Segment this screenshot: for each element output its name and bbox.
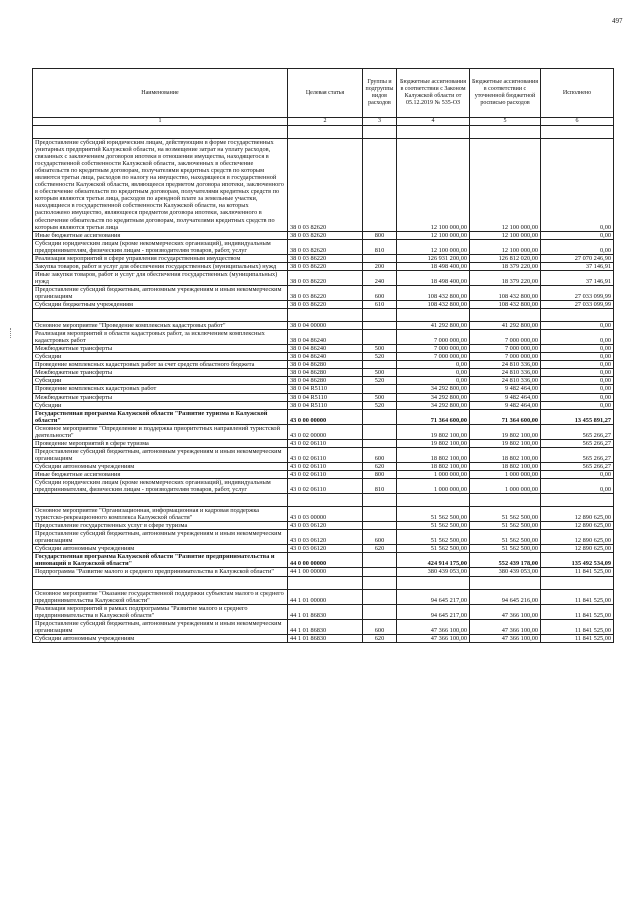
row-name-cell: Проведение комплексных кадастровых работ за счет средств областного бюджета — [33, 361, 288, 369]
table-row — [33, 345, 614, 353]
row-code-cell: 38 0 03 86220 — [288, 301, 363, 309]
row-name-cell: Иные бюджетные ассигнования — [33, 231, 288, 239]
row-code-cell: 38 0 03 86220 — [288, 262, 363, 270]
row-code-cell: 38 0 04 86240 — [288, 353, 363, 361]
row-updated-amount: 94 645 216,00 — [470, 589, 541, 604]
table-row — [33, 262, 614, 270]
row-updated-amount: 24 810 336,00 — [470, 377, 541, 385]
spacer-cell — [397, 309, 470, 322]
row-exec-amount: 0,00 — [541, 239, 614, 254]
row-law-amount: 12 100 000,00 — [397, 239, 470, 254]
row-code-cell: 38 0 03 82620 — [288, 231, 363, 239]
row-updated-amount: 9 482 464,00 — [470, 385, 541, 393]
row-code-cell: 38 0 04 00000 — [288, 322, 363, 330]
row-law-amount: 19 802 100,00 — [397, 424, 470, 439]
row-law-amount: 51 562 500,00 — [397, 545, 470, 553]
table-row — [33, 353, 614, 361]
row-exec-amount: 0,00 — [541, 361, 614, 369]
spacer-cell — [363, 126, 397, 139]
row-updated-amount: 552 439 178,00 — [470, 553, 541, 568]
table-row — [33, 553, 614, 568]
row-exec-amount: 0,00 — [541, 330, 614, 345]
row-vid-cell: 610 — [363, 301, 397, 309]
row-vid-cell — [363, 361, 397, 369]
row-law-amount: 380 439 053,00 — [397, 568, 470, 576]
row-updated-amount: 7 000 000,00 — [470, 330, 541, 345]
row-updated-amount: 9 482 464,00 — [470, 393, 541, 401]
column-number: 4 — [397, 118, 470, 126]
row-updated-amount: 9 482 464,00 — [470, 401, 541, 409]
table-row — [33, 239, 614, 254]
row-vid-cell: 500 — [363, 393, 397, 401]
row-code-cell: 43 0 02 00000 — [288, 424, 363, 439]
row-exec-amount: 565 266,27 — [541, 424, 614, 439]
table-row — [33, 424, 614, 439]
row-vid-cell: 200 — [363, 262, 397, 270]
spacer-cell — [470, 309, 541, 322]
row-code-cell: 43 0 02 06110 — [288, 447, 363, 462]
table-row — [33, 619, 614, 634]
row-name-cell: Реализация мероприятий в рамках подпрограммы "Развитие малого и среднего предпринимательства в Калужской области" — [33, 604, 288, 619]
row-code-cell: 38 0 03 86220 — [288, 270, 363, 285]
row-vid-cell — [363, 254, 397, 262]
row-updated-amount: 18 379 220,00 — [470, 262, 541, 270]
row-law-amount: 41 292 800,00 — [397, 322, 470, 330]
row-law-amount: 34 292 800,00 — [397, 393, 470, 401]
row-law-amount: 424 914 175,00 — [397, 553, 470, 568]
row-vid-cell: 600 — [363, 447, 397, 462]
row-code-cell: 38 0 04 86280 — [288, 369, 363, 377]
row-name-cell: Подпрограмма "Развитие малого и среднего предпринимательства в Калужской области" — [33, 568, 288, 576]
row-updated-amount: 1 000 000,00 — [470, 470, 541, 478]
row-name-cell: Субсидии автономным учреждениям — [33, 634, 288, 642]
table-row — [33, 634, 614, 642]
spacer-cell — [470, 576, 541, 589]
row-code-cell: 43 0 00 00000 — [288, 409, 363, 424]
row-law-amount: 1 000 000,00 — [397, 479, 470, 494]
row-vid-cell: 620 — [363, 462, 397, 470]
row-updated-amount: 47 366 100,00 — [470, 619, 541, 634]
row-vid-cell — [363, 409, 397, 424]
row-updated-amount: 47 366 100,00 — [470, 604, 541, 619]
row-name-cell: Иные бюджетные ассигнования — [33, 470, 288, 478]
table-row — [33, 369, 614, 377]
row-name-cell: Субсидии бюджетным учреждениям — [33, 301, 288, 309]
row-updated-amount: 51 562 500,00 — [470, 545, 541, 553]
row-exec-amount: 0,00 — [541, 479, 614, 494]
row-name-cell: Межбюджетные трансферты — [33, 369, 288, 377]
spacer-cell — [33, 309, 288, 322]
row-exec-amount: 27 033 099,99 — [541, 285, 614, 300]
row-name-cell: Субсидии — [33, 353, 288, 361]
row-law-amount: 12 100 000,00 — [397, 231, 470, 239]
row-vid-cell — [363, 589, 397, 604]
row-name-cell: Реализация мероприятий в области кадастровых работ, за исключением комплексных кадастровых работ — [33, 330, 288, 345]
row-vid-cell — [363, 522, 397, 530]
row-vid-cell — [363, 322, 397, 330]
table-row — [33, 462, 614, 470]
column-number: 3 — [363, 118, 397, 126]
row-vid-cell — [363, 439, 397, 447]
row-vid-cell — [363, 553, 397, 568]
header-exec: Исполнено — [541, 69, 614, 118]
row-exec-amount: 0,00 — [541, 345, 614, 353]
row-code-cell: 44 1 01 00000 — [288, 589, 363, 604]
row-updated-amount: 51 562 500,00 — [470, 522, 541, 530]
row-vid-cell — [363, 139, 397, 232]
row-vid-cell — [363, 424, 397, 439]
row-vid-cell: 520 — [363, 377, 397, 385]
row-law-amount: 51 562 500,00 — [397, 530, 470, 545]
row-code-cell: 38 0 04 R5110 — [288, 385, 363, 393]
row-name-cell: Предоставление субсидий юридическим лицам, действующим в форме государственных унитарных предприятий Калужской области, на возмещение затрат на уплату расходов, связанных с заключением договоров ипотеки в отношении имущества, находящегося в государственной собственности Калужской области, заключенных в обеспечение обязательств по кредитным договорам, получателями кредитных средств по которым являются третьи лица, расходов по налогу на имущество, находящееся в государственной собственности Калужской области, являющееся предметом договора ипотеки, заключенного в обеспечение обязательств по кредитным договорам, получателями кредитных средств по которым являются третьи лица, расходов по арендной плате за земельные участки, находящиеся в государственной собственности Калужской области, на которых расположено имущество, являющееся предметом договора ипотеки, заключенного в обеспечение обязательств по кредитным договорам, получателями кредитных средств по которым являются третьи лица — [33, 139, 288, 232]
row-vid-cell: 520 — [363, 353, 397, 361]
row-law-amount: 94 645 217,00 — [397, 589, 470, 604]
table-row — [33, 254, 614, 262]
header-vid: Группы и подгруппы видов расходов — [363, 69, 397, 118]
column-number: 2 — [288, 118, 363, 126]
row-code-cell: 44 0 00 00000 — [288, 553, 363, 568]
table-row — [33, 589, 614, 604]
spacer-cell — [397, 494, 470, 507]
row-name-cell: Реализация мероприятий в сфере управления государственным имуществом — [33, 254, 288, 262]
row-code-cell: 43 0 03 06120 — [288, 530, 363, 545]
row-law-amount: 0,00 — [397, 377, 470, 385]
budget-table — [32, 68, 614, 643]
margin-mark — [10, 328, 13, 338]
row-name-cell: Основное мероприятие "Оказание государственной поддержки субъектам малого и среднего предпринимательства Калужской области" — [33, 589, 288, 604]
table-row — [33, 361, 614, 369]
spacer-cell — [363, 576, 397, 589]
row-code-cell: 44 1 01 86830 — [288, 619, 363, 634]
row-updated-amount: 18 379 220,00 — [470, 270, 541, 285]
spacer-cell — [397, 576, 470, 589]
header-updated: Бюджетные ассигнования в соответствии с уточненной бюджетной росписью расходов — [470, 69, 541, 118]
spacer-cell — [397, 126, 470, 139]
row-name-cell: Предоставление государственных услуг в сфере туризма — [33, 522, 288, 530]
row-updated-amount: 126 812 020,00 — [470, 254, 541, 262]
row-exec-amount: 565 266,27 — [541, 462, 614, 470]
table-row — [33, 522, 614, 530]
row-exec-amount: 0,00 — [541, 369, 614, 377]
row-law-amount: 12 100 000,00 — [397, 139, 470, 232]
row-name-cell: Основное мероприятие "Определение и поддержка приоритетных направлений туристской деятельности" — [33, 424, 288, 439]
table-row — [33, 604, 614, 619]
row-exec-amount: 0,00 — [541, 139, 614, 232]
row-vid-cell: 240 — [363, 270, 397, 285]
row-law-amount: 34 292 800,00 — [397, 385, 470, 393]
row-updated-amount: 24 810 336,00 — [470, 361, 541, 369]
row-vid-cell: 500 — [363, 345, 397, 353]
row-exec-amount: 27 033 099,99 — [541, 301, 614, 309]
row-code-cell: 38 0 04 86240 — [288, 330, 363, 345]
spacer-cell — [33, 126, 288, 139]
row-name-cell: Проведение мероприятий в сфере туризма — [33, 439, 288, 447]
spacer-row — [33, 576, 614, 589]
page-number: 497 — [612, 17, 623, 25]
row-name-cell: Межбюджетные трансферты — [33, 393, 288, 401]
table-row — [33, 377, 614, 385]
row-vid-cell — [363, 330, 397, 345]
spacer-cell — [470, 494, 541, 507]
row-vid-cell: 600 — [363, 530, 397, 545]
row-updated-amount: 108 432 800,00 — [470, 285, 541, 300]
row-vid-cell — [363, 568, 397, 576]
table-row — [33, 322, 614, 330]
table-row — [33, 568, 614, 576]
row-code-cell: 38 0 04 R5110 — [288, 393, 363, 401]
row-updated-amount: 18 802 100,00 — [470, 447, 541, 462]
row-name-cell: Основное мероприятие "Организационная, информационная и кадровая поддержка туристско-рекреационного комплекса Калужской области" — [33, 507, 288, 522]
row-updated-amount: 7 000 000,00 — [470, 353, 541, 361]
row-code-cell: 38 0 04 R5110 — [288, 401, 363, 409]
spacer-cell — [363, 494, 397, 507]
row-code-cell: 38 0 04 86240 — [288, 345, 363, 353]
row-code-cell: 43 0 03 06120 — [288, 522, 363, 530]
spacer-cell — [288, 494, 363, 507]
row-name-cell: Субсидии юридическим лицам (кроме некоммерческих организаций), индивидуальным предпринимателям, физическим лицам - производителям товаров, работ, услуг — [33, 239, 288, 254]
row-exec-amount: 0,00 — [541, 322, 614, 330]
spacer-row — [33, 494, 614, 507]
row-exec-amount: 0,00 — [541, 353, 614, 361]
table-row — [33, 330, 614, 345]
row-exec-amount: 11 841 525,00 — [541, 568, 614, 576]
row-updated-amount: 7 000 000,00 — [470, 345, 541, 353]
header-name: Наименование — [33, 69, 288, 118]
row-vid-cell: 810 — [363, 239, 397, 254]
table-row — [33, 545, 614, 553]
row-exec-amount: 565 266,27 — [541, 439, 614, 447]
row-law-amount: 47 366 100,00 — [397, 634, 470, 642]
spacer-cell — [541, 126, 614, 139]
row-law-amount: 0,00 — [397, 369, 470, 377]
row-updated-amount: 380 439 053,00 — [470, 568, 541, 576]
row-law-amount: 0,00 — [397, 361, 470, 369]
spacer-cell — [288, 309, 363, 322]
header-law: Бюджетные ассигнования в соответствии с Законом Калужской области от 05.12.2019 № 535-ОЗ — [397, 69, 470, 118]
row-exec-amount: 0,00 — [541, 231, 614, 239]
row-vid-cell — [363, 385, 397, 393]
column-number: 5 — [470, 118, 541, 126]
row-law-amount: 108 432 800,00 — [397, 301, 470, 309]
row-vid-cell — [363, 507, 397, 522]
row-code-cell: 38 0 04 86280 — [288, 377, 363, 385]
row-name-cell: Проведение комплексных кадастровых работ — [33, 385, 288, 393]
row-vid-cell: 600 — [363, 619, 397, 634]
row-updated-amount: 41 292 800,00 — [470, 322, 541, 330]
row-updated-amount: 108 432 800,00 — [470, 301, 541, 309]
spacer-cell — [541, 494, 614, 507]
row-law-amount: 18 802 100,00 — [397, 447, 470, 462]
row-law-amount: 1 000 000,00 — [397, 470, 470, 478]
table-row — [33, 401, 614, 409]
header-row — [33, 69, 614, 118]
row-exec-amount: 11 841 525,00 — [541, 604, 614, 619]
spacer-cell — [33, 494, 288, 507]
row-law-amount: 126 931 200,00 — [397, 254, 470, 262]
row-exec-amount: 11 841 525,00 — [541, 589, 614, 604]
row-code-cell: 43 0 02 06110 — [288, 439, 363, 447]
row-updated-amount: 12 100 000,00 — [470, 239, 541, 254]
row-exec-amount: 27 070 246,90 — [541, 254, 614, 262]
row-exec-amount: 37 146,91 — [541, 262, 614, 270]
column-number: 6 — [541, 118, 614, 126]
table-row — [33, 447, 614, 462]
row-updated-amount: 12 100 000,00 — [470, 231, 541, 239]
column-number: 1 — [33, 118, 288, 126]
table-row — [33, 270, 614, 285]
table-row — [33, 301, 614, 309]
row-vid-cell: 520 — [363, 401, 397, 409]
row-updated-amount: 19 802 100,00 — [470, 439, 541, 447]
row-updated-amount: 18 802 100,00 — [470, 462, 541, 470]
table-row — [33, 470, 614, 478]
spacer-cell — [33, 576, 288, 589]
row-exec-amount: 11 841 525,00 — [541, 619, 614, 634]
row-updated-amount: 47 366 100,00 — [470, 634, 541, 642]
row-name-cell: Субсидии автономным учреждениям — [33, 545, 288, 553]
row-name-cell: Основное мероприятие "Проведение комплексных кадастровых работ" — [33, 322, 288, 330]
row-code-cell: 44 1 00 00000 — [288, 568, 363, 576]
row-code-cell: 43 0 02 06110 — [288, 470, 363, 478]
column-number-row — [33, 118, 614, 126]
table-row — [33, 479, 614, 494]
row-exec-amount: 565 266,27 — [541, 447, 614, 462]
row-exec-amount: 12 890 625,00 — [541, 530, 614, 545]
row-code-cell: 43 0 03 00000 — [288, 507, 363, 522]
row-law-amount: 18 498 400,00 — [397, 270, 470, 285]
table-row — [33, 507, 614, 522]
row-code-cell: 44 1 01 86830 — [288, 604, 363, 619]
table-row — [33, 530, 614, 545]
row-updated-amount: 51 562 500,00 — [470, 530, 541, 545]
row-exec-amount: 11 841 525,00 — [541, 634, 614, 642]
spacer-row — [33, 126, 614, 139]
row-code-cell: 38 0 04 86280 — [288, 361, 363, 369]
row-code-cell: 43 0 02 06110 — [288, 479, 363, 494]
row-vid-cell: 810 — [363, 479, 397, 494]
row-name-cell: Предоставление субсидий бюджетным, автономным учреждениям и иным некоммерческим организациям — [33, 285, 288, 300]
row-code-cell: 38 0 03 86220 — [288, 285, 363, 300]
row-exec-amount: 13 455 891,27 — [541, 409, 614, 424]
spacer-cell — [470, 126, 541, 139]
row-law-amount: 34 292 800,00 — [397, 401, 470, 409]
row-vid-cell: 620 — [363, 545, 397, 553]
row-law-amount: 18 802 100,00 — [397, 462, 470, 470]
row-name-cell: Иные закупки товаров, работ и услуг для обеспечения государственных (муниципальных) нужд — [33, 270, 288, 285]
row-exec-amount: 0,00 — [541, 377, 614, 385]
row-name-cell: Предоставление субсидий бюджетным, автономным учреждениям и иным некоммерческим организациям — [33, 619, 288, 634]
row-code-cell: 38 0 03 82620 — [288, 239, 363, 254]
row-exec-amount: 0,00 — [541, 393, 614, 401]
header-code: Целевая статья — [288, 69, 363, 118]
row-code-cell: 38 0 03 86220 — [288, 254, 363, 262]
row-law-amount: 47 366 100,00 — [397, 619, 470, 634]
table-row — [33, 139, 614, 232]
spacer-cell — [541, 576, 614, 589]
row-exec-amount: 135 492 534,09 — [541, 553, 614, 568]
row-updated-amount: 1 000 000,00 — [470, 479, 541, 494]
row-updated-amount: 12 100 000,00 — [470, 139, 541, 232]
row-code-cell: 43 0 03 06120 — [288, 545, 363, 553]
spacer-cell — [541, 309, 614, 322]
row-exec-amount: 0,00 — [541, 385, 614, 393]
row-law-amount: 108 432 800,00 — [397, 285, 470, 300]
spacer-cell — [363, 309, 397, 322]
row-updated-amount: 24 810 336,00 — [470, 369, 541, 377]
row-vid-cell: 620 — [363, 634, 397, 642]
row-updated-amount: 51 562 500,00 — [470, 507, 541, 522]
row-vid-cell: 600 — [363, 285, 397, 300]
row-vid-cell: 800 — [363, 231, 397, 239]
spacer-row — [33, 309, 614, 322]
row-name-cell: Субсидии — [33, 401, 288, 409]
row-law-amount: 71 364 600,00 — [397, 409, 470, 424]
row-vid-cell: 500 — [363, 369, 397, 377]
row-law-amount: 19 802 100,00 — [397, 439, 470, 447]
table-row — [33, 231, 614, 239]
table-row — [33, 393, 614, 401]
row-name-cell: Государственная программа Калужской области "Развитие туризма в Калужской области" — [33, 409, 288, 424]
table-row — [33, 385, 614, 393]
table-row — [33, 285, 614, 300]
table-row — [33, 439, 614, 447]
row-name-cell: Межбюджетные трансферты — [33, 345, 288, 353]
row-exec-amount: 37 146,91 — [541, 270, 614, 285]
table-row — [33, 409, 614, 424]
row-name-cell: Государственная программа Калужской области "Развитие предпринимательства и инноваций в Калужской области" — [33, 553, 288, 568]
spacer-cell — [288, 126, 363, 139]
row-name-cell: Субсидии — [33, 377, 288, 385]
row-law-amount: 18 498 400,00 — [397, 262, 470, 270]
row-code-cell: 43 0 02 06110 — [288, 462, 363, 470]
row-name-cell: Предоставление субсидий бюджетным, автономным учреждениям и иным некоммерческим организациям — [33, 530, 288, 545]
row-updated-amount: 19 802 100,00 — [470, 424, 541, 439]
row-exec-amount: 12 890 625,00 — [541, 545, 614, 553]
row-code-cell: 38 0 03 82620 — [288, 139, 363, 232]
row-law-amount: 7 000 000,00 — [397, 345, 470, 353]
row-law-amount: 94 645 217,00 — [397, 604, 470, 619]
row-exec-amount: 0,00 — [541, 470, 614, 478]
row-name-cell: Субсидии юридическим лицам (кроме некоммерческих организаций), индивидуальным предпринимателям, физическим лицам - производителям товаров, работ, услуг — [33, 479, 288, 494]
row-exec-amount: 0,00 — [541, 401, 614, 409]
row-exec-amount: 12 890 625,00 — [541, 522, 614, 530]
row-vid-cell — [363, 604, 397, 619]
row-law-amount: 7 000 000,00 — [397, 330, 470, 345]
row-name-cell: Субсидии автономным учреждениям — [33, 462, 288, 470]
spacer-cell — [288, 576, 363, 589]
row-name-cell: Предоставление субсидий бюджетным, автономным учреждениям и иным некоммерческим организациям — [33, 447, 288, 462]
row-law-amount: 7 000 000,00 — [397, 353, 470, 361]
row-name-cell: Закупка товаров, работ и услуг для обеспечения государственных (муниципальных) нужд — [33, 262, 288, 270]
row-vid-cell: 800 — [363, 470, 397, 478]
row-updated-amount: 71 364 600,00 — [470, 409, 541, 424]
row-law-amount: 51 562 500,00 — [397, 507, 470, 522]
row-code-cell: 44 1 01 86830 — [288, 634, 363, 642]
row-exec-amount: 12 890 625,00 — [541, 507, 614, 522]
row-law-amount: 51 562 500,00 — [397, 522, 470, 530]
